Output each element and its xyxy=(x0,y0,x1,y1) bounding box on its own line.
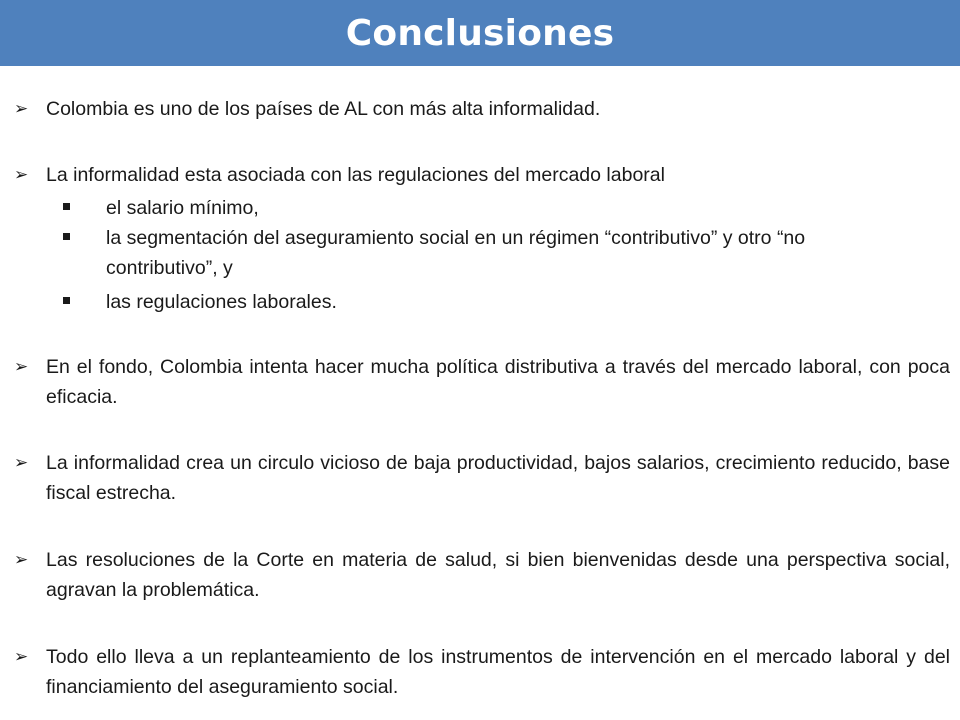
square-bullet-icon xyxy=(63,297,70,304)
bullet-3: En el fondo, Colombia intenta hacer mucha política distributiva a través del mercado laboral, con poca eficacia. xyxy=(46,356,950,408)
arrow-bullet-icon: ➢ xyxy=(14,99,29,118)
bullet-2: La informalidad esta asociada con las regulaciones del mercado laboral xyxy=(46,164,665,186)
bullet-4: La informalidad crea un circulo vicioso de baja productividad, bajos salarios, crecimiento reducido, base fiscal estrecha. xyxy=(46,452,950,504)
arrow-bullet-icon: ➢ xyxy=(14,165,29,184)
arrow-bullet-icon: ➢ xyxy=(14,550,29,569)
arrow-bullet-icon: ➢ xyxy=(14,647,29,666)
arrow-bullet-icon: ➢ xyxy=(14,453,29,472)
square-bullet-icon xyxy=(63,233,70,240)
sub-bullet-1: el salario mínimo, xyxy=(106,197,259,219)
sub-bullet-2: la segmentación del aseguramiento social en un régimen “contributivo” y otro “no contributivo”, y xyxy=(106,227,806,279)
square-bullet-icon xyxy=(63,203,70,210)
bullet-5: Las resoluciones de la Corte en materia de salud, si bien bienvenidas desde una perspectiva social, agravan la problemática. xyxy=(46,549,950,601)
arrow-bullet-icon: ➢ xyxy=(14,357,29,376)
sub-bullet-3: las regulaciones laborales. xyxy=(106,291,337,313)
bullet-1: Colombia es uno de los países de AL con más alta informalidad. xyxy=(46,98,601,120)
slide-title: Conclusiones xyxy=(345,12,615,54)
bullet-6: Todo ello lleva a un replanteamiento de los instrumentos de intervención en el mercado laboral y del financiamiento del aseguramiento social. xyxy=(46,646,950,698)
